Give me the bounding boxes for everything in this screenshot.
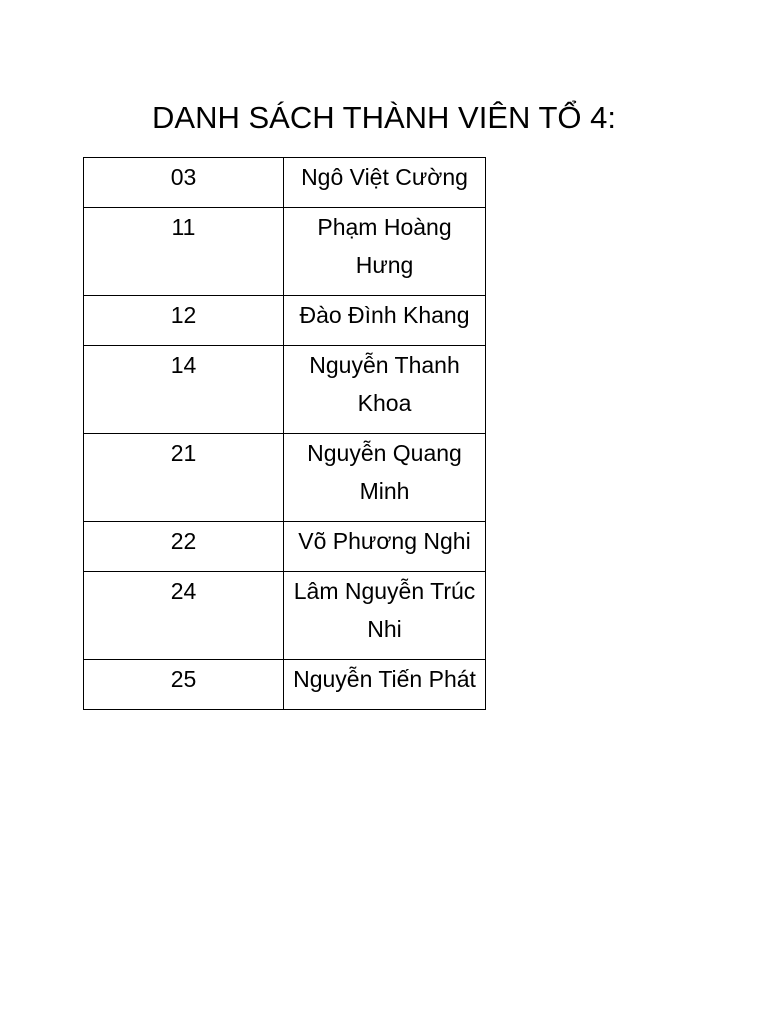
table-row (84, 296, 486, 346)
table-row (84, 522, 486, 572)
member-name: Lâm Nguyễn Trúc Nhi (284, 572, 486, 660)
member-number: 11 (84, 208, 284, 296)
member-number: 25 (84, 660, 284, 710)
table-row (84, 572, 486, 660)
member-number: 14 (84, 346, 284, 434)
member-name: Võ Phương Nghi (284, 522, 486, 572)
table-row (84, 208, 486, 296)
table-row (84, 346, 486, 434)
member-table (83, 157, 486, 710)
page-title: DANH SÁCH THÀNH VIÊN TỔ 4: (152, 100, 616, 135)
table-row (84, 660, 486, 710)
member-name: Nguyễn Thanh Khoa (284, 346, 486, 434)
member-name: Ngô Việt Cường (284, 158, 486, 208)
member-name: Nguyễn Quang Minh (284, 434, 486, 522)
member-name: Phạm Hoàng Hưng (284, 208, 486, 296)
member-number: 24 (84, 572, 284, 660)
member-number: 03 (84, 158, 284, 208)
table-row (84, 434, 486, 522)
member-number: 22 (84, 522, 284, 572)
member-number: 12 (84, 296, 284, 346)
member-name: Đào Đình Khang (284, 296, 486, 346)
member-number: 21 (84, 434, 284, 522)
table-row (84, 158, 486, 208)
member-name: Nguyễn Tiến Phát (284, 660, 486, 710)
